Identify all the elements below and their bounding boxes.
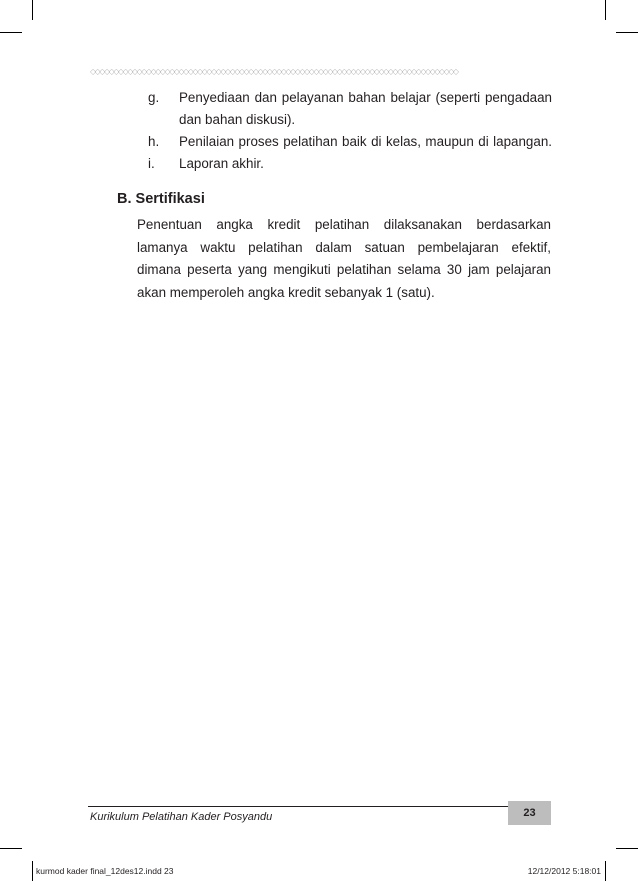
- paragraph-line: Penentuan angka kredit pelatihan dilaksanakan berdasarkan: [137, 217, 551, 232]
- crop-mark: [0, 32, 22, 33]
- crop-mark: [616, 32, 638, 33]
- decorative-diamond-band: ◇◇◇◇◇◇◇◇◇◇◇◇◇◇◇◇◇◇◇◇◇◇◇◇◇◇◇◇◇◇◇◇◇◇◇◇◇◇◇◇◇◇◇◇◇◇◇◇◇◇◇◇◇◇◇◇◇◇◇◇◇◇◇◇◇◇◇◇◇◇◇◇◇◇◇◇◇◇◇: [90, 67, 458, 76]
- footer-title: Kurikulum Pelatihan Kader Posyandu: [90, 811, 273, 823]
- page-number: 23: [523, 807, 536, 819]
- list-item-text: Laporan akhir.: [179, 156, 264, 171]
- list-item-text: dan bahan diskusi).: [179, 112, 296, 127]
- list-marker: i.: [148, 156, 155, 171]
- crop-mark: [32, 0, 33, 20]
- footer-rule: [88, 806, 551, 807]
- paragraph-line: dimana peserta yang mengikuti pelatihan selama 30 jam pelajaran: [137, 262, 551, 278]
- list-item-text: Penyediaan dan pelayanan bahan belajar (seperti pengadaan: [179, 90, 552, 105]
- section-heading: B. Sertifikasi: [117, 191, 205, 207]
- crop-mark: [32, 861, 33, 881]
- section-paragraph: [137, 214, 551, 305]
- list-marker: h.: [148, 134, 160, 149]
- slug-timestamp: 12/12/2012 5:18:01: [527, 866, 601, 876]
- crop-mark: [605, 861, 606, 881]
- crop-mark: [0, 848, 22, 849]
- list-item: [148, 87, 552, 131]
- paragraph-line: akan memperoleh angka kredit sebanyak 1 (satu).: [137, 285, 435, 301]
- crop-mark: [616, 848, 638, 849]
- page-number-box: [508, 801, 551, 825]
- list-item-text: Penilaian proses pelatihan baik di kelas, maupun di lapangan.: [179, 134, 552, 149]
- list-marker: g.: [148, 90, 160, 105]
- slug-filename: kurmod kader final_12des12.indd 23: [36, 866, 174, 876]
- crop-mark: [605, 0, 606, 20]
- paragraph-line: lamanya waktu pelatihan dalam satuan pembelajaran efektif,: [137, 239, 551, 255]
- list-item: [148, 131, 552, 153]
- list-item: [148, 153, 552, 175]
